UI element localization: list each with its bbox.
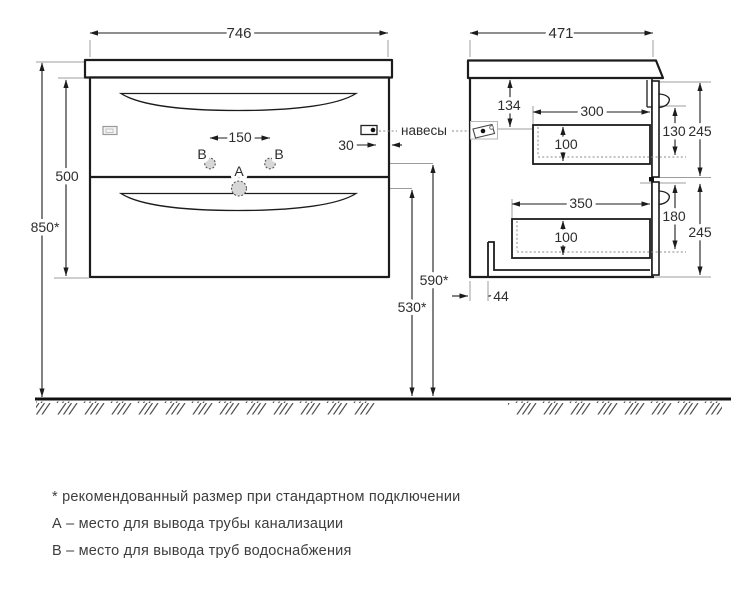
- hangers-callout-label: навесы: [401, 123, 447, 138]
- cabinet-height-label: 500: [55, 168, 79, 184]
- point-a-label: A: [234, 163, 244, 179]
- hanger-drop-label: 134: [497, 97, 521, 113]
- front-right-hanger: [361, 126, 377, 135]
- point-a-hole: [232, 181, 247, 196]
- top-drawer-inner-height-label: 100: [554, 136, 578, 152]
- top-drawer-box: [533, 125, 650, 164]
- plinth-recess-label: 44: [493, 288, 509, 304]
- side-top-handle-profile: [659, 94, 669, 108]
- mount-height-label: 850*: [30, 219, 60, 235]
- front-countertop: [85, 60, 392, 78]
- legend-note-b: B – место для вывода труб водоснабжения: [52, 543, 352, 559]
- side-hanger-bracket: [471, 122, 498, 140]
- floor-hatching-right: [508, 402, 722, 415]
- hanger-offset-label: 30: [338, 137, 354, 153]
- side-top-drawer-front: [652, 81, 659, 177]
- legend-note-a: А – место для вывода трубы канализации: [52, 516, 344, 532]
- outlet-spacing-label: 150: [228, 129, 252, 145]
- water-height-label: 590*: [419, 272, 449, 288]
- legend-note-asterisk: * рекомендованный размер при стандартном подключении: [52, 489, 461, 505]
- top-drawer-front-height-label: 245: [688, 123, 712, 139]
- bottom-drawer-front-height-label: 245: [688, 224, 712, 240]
- drawer-gap: [649, 177, 654, 182]
- side-bottom-handle-profile: [659, 191, 669, 205]
- bottom-drawer-opening-label: 180: [662, 208, 686, 224]
- point-b-left-label: B: [197, 146, 207, 162]
- side-bottom-drawer-front: [652, 182, 659, 275]
- bottom-drawer-inner-height-label: 100: [554, 229, 578, 245]
- floor: [35, 399, 731, 415]
- side-countertop: [468, 61, 663, 79]
- side-depth-label: 471: [548, 25, 574, 42]
- front-width-label: 746: [226, 25, 252, 42]
- side-extension-lines: [470, 40, 711, 301]
- hangers-callout: [379, 123, 470, 138]
- front-view: [31, 25, 449, 397]
- top-drawer-opening-label: 130: [662, 123, 686, 139]
- front-left-hanger: [103, 127, 117, 135]
- side-view: [452, 25, 712, 304]
- top-drawer-depth-label: 300: [580, 103, 604, 119]
- floor-hatching-left: [36, 402, 378, 415]
- drain-height-label: 530*: [397, 299, 427, 315]
- bottom-drawer-depth-label: 350: [569, 195, 593, 211]
- point-b-right-label: B: [274, 146, 284, 162]
